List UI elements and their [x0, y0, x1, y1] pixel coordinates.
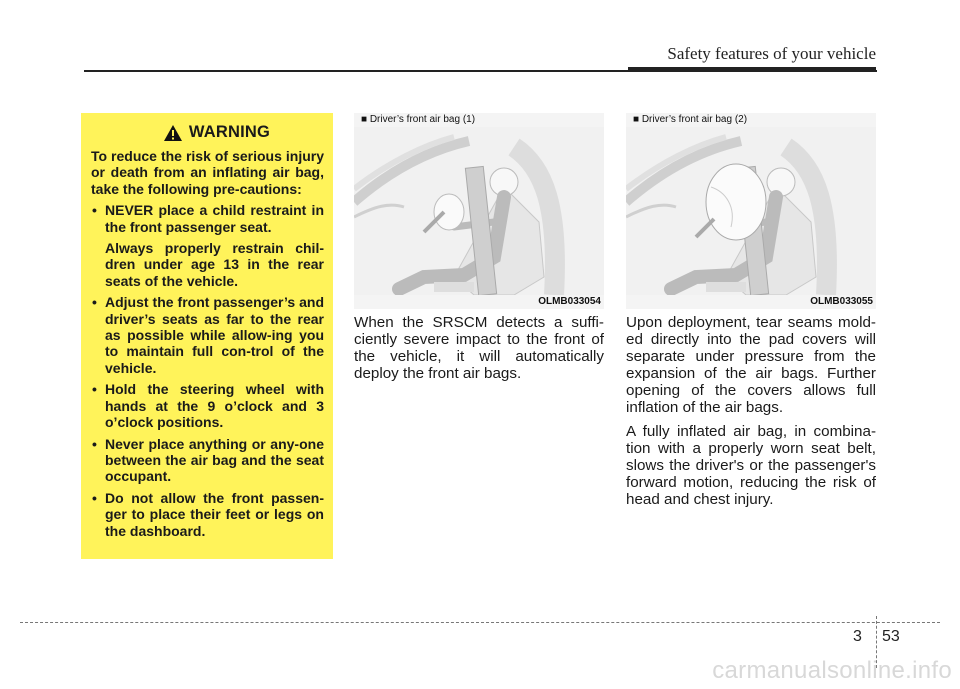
footer-rule	[20, 622, 940, 623]
warning-intro: To reduce the risk of serious injury or death from an inflating air bag, take the following pre-cautions:	[91, 148, 324, 197]
figure-driver-airbag-2	[626, 113, 876, 309]
warning-item	[91, 436, 324, 485]
warning-item-text: Adjust the front passenger’s and driver’s seats as far to the rear as possible while allow-ing you to maintain full con-trol of the vehicle.	[105, 294, 324, 376]
bullet-icon: •	[92, 202, 97, 219]
bullet-icon: •	[92, 381, 97, 398]
warning-title: WARNING	[188, 123, 271, 141]
chapter-number: 3	[853, 628, 862, 645]
body-paragraph-tear-seams: Upon deployment, tear seams mold-ed directly into the pad covers will separate under pressure from the expansion of the air bags. Further opening of the covers allows full inflation of the air bags.	[626, 314, 876, 416]
figure-driver-airbag-1	[354, 113, 604, 309]
warning-list	[91, 202, 324, 539]
body-column-3	[626, 314, 876, 515]
bullet-icon: •	[92, 489, 97, 506]
warning-item-text: Do not allow the front passen-ger to place their feet or legs on the dashboard.	[105, 489, 324, 539]
warning-item-subtext: Always properly restrain chil-dren under age 13 in the rear seats of the vehicle.	[105, 240, 324, 289]
body-paragraph-deploy: When the SRSCM detects a suffi-ciently severe impact to the front of the vehicle, it will automatically deploy the front air bags.	[354, 314, 604, 382]
warning-heading	[109, 123, 324, 142]
warning-item	[91, 490, 324, 539]
warning-item-text: Hold the steering wheel with hands at the 9 o’clock and 3 o’clock positions.	[105, 381, 324, 431]
figure-code: OLMB033054	[538, 296, 601, 307]
header-rule-accent	[628, 67, 876, 72]
figure-caption: ■ Driver’s front air bag (1)	[361, 114, 476, 125]
figure-caption: ■ Driver’s front air bag (2)	[633, 114, 748, 125]
warning-item	[91, 381, 324, 430]
bullet-icon: •	[92, 435, 97, 452]
airbag-illustration-2	[626, 127, 876, 295]
page-number: 53	[882, 628, 900, 645]
section-title: Safety features of your vehicle	[667, 44, 876, 63]
figure-code: OLMB033055	[810, 296, 873, 307]
warning-triangle-icon	[163, 124, 183, 142]
bullet-icon: •	[92, 294, 97, 311]
warning-box	[81, 113, 333, 559]
warning-item	[91, 202, 324, 289]
body-paragraph-inflated: A fully inflated air bag, in combina-tion with a properly worn seat belt, slows the driver's or the passenger's forward motion, reducing the risk of head and chest injury.	[626, 423, 876, 508]
warning-item	[91, 294, 324, 376]
airbag-illustration-1	[354, 127, 604, 295]
warning-item-text: NEVER place a child restraint in the front passenger seat.	[105, 202, 324, 235]
watermark: carmanualsonline.info	[712, 657, 952, 684]
warning-item-text: Never place anything or any-one between the air bag and the seat occupant.	[105, 435, 324, 485]
